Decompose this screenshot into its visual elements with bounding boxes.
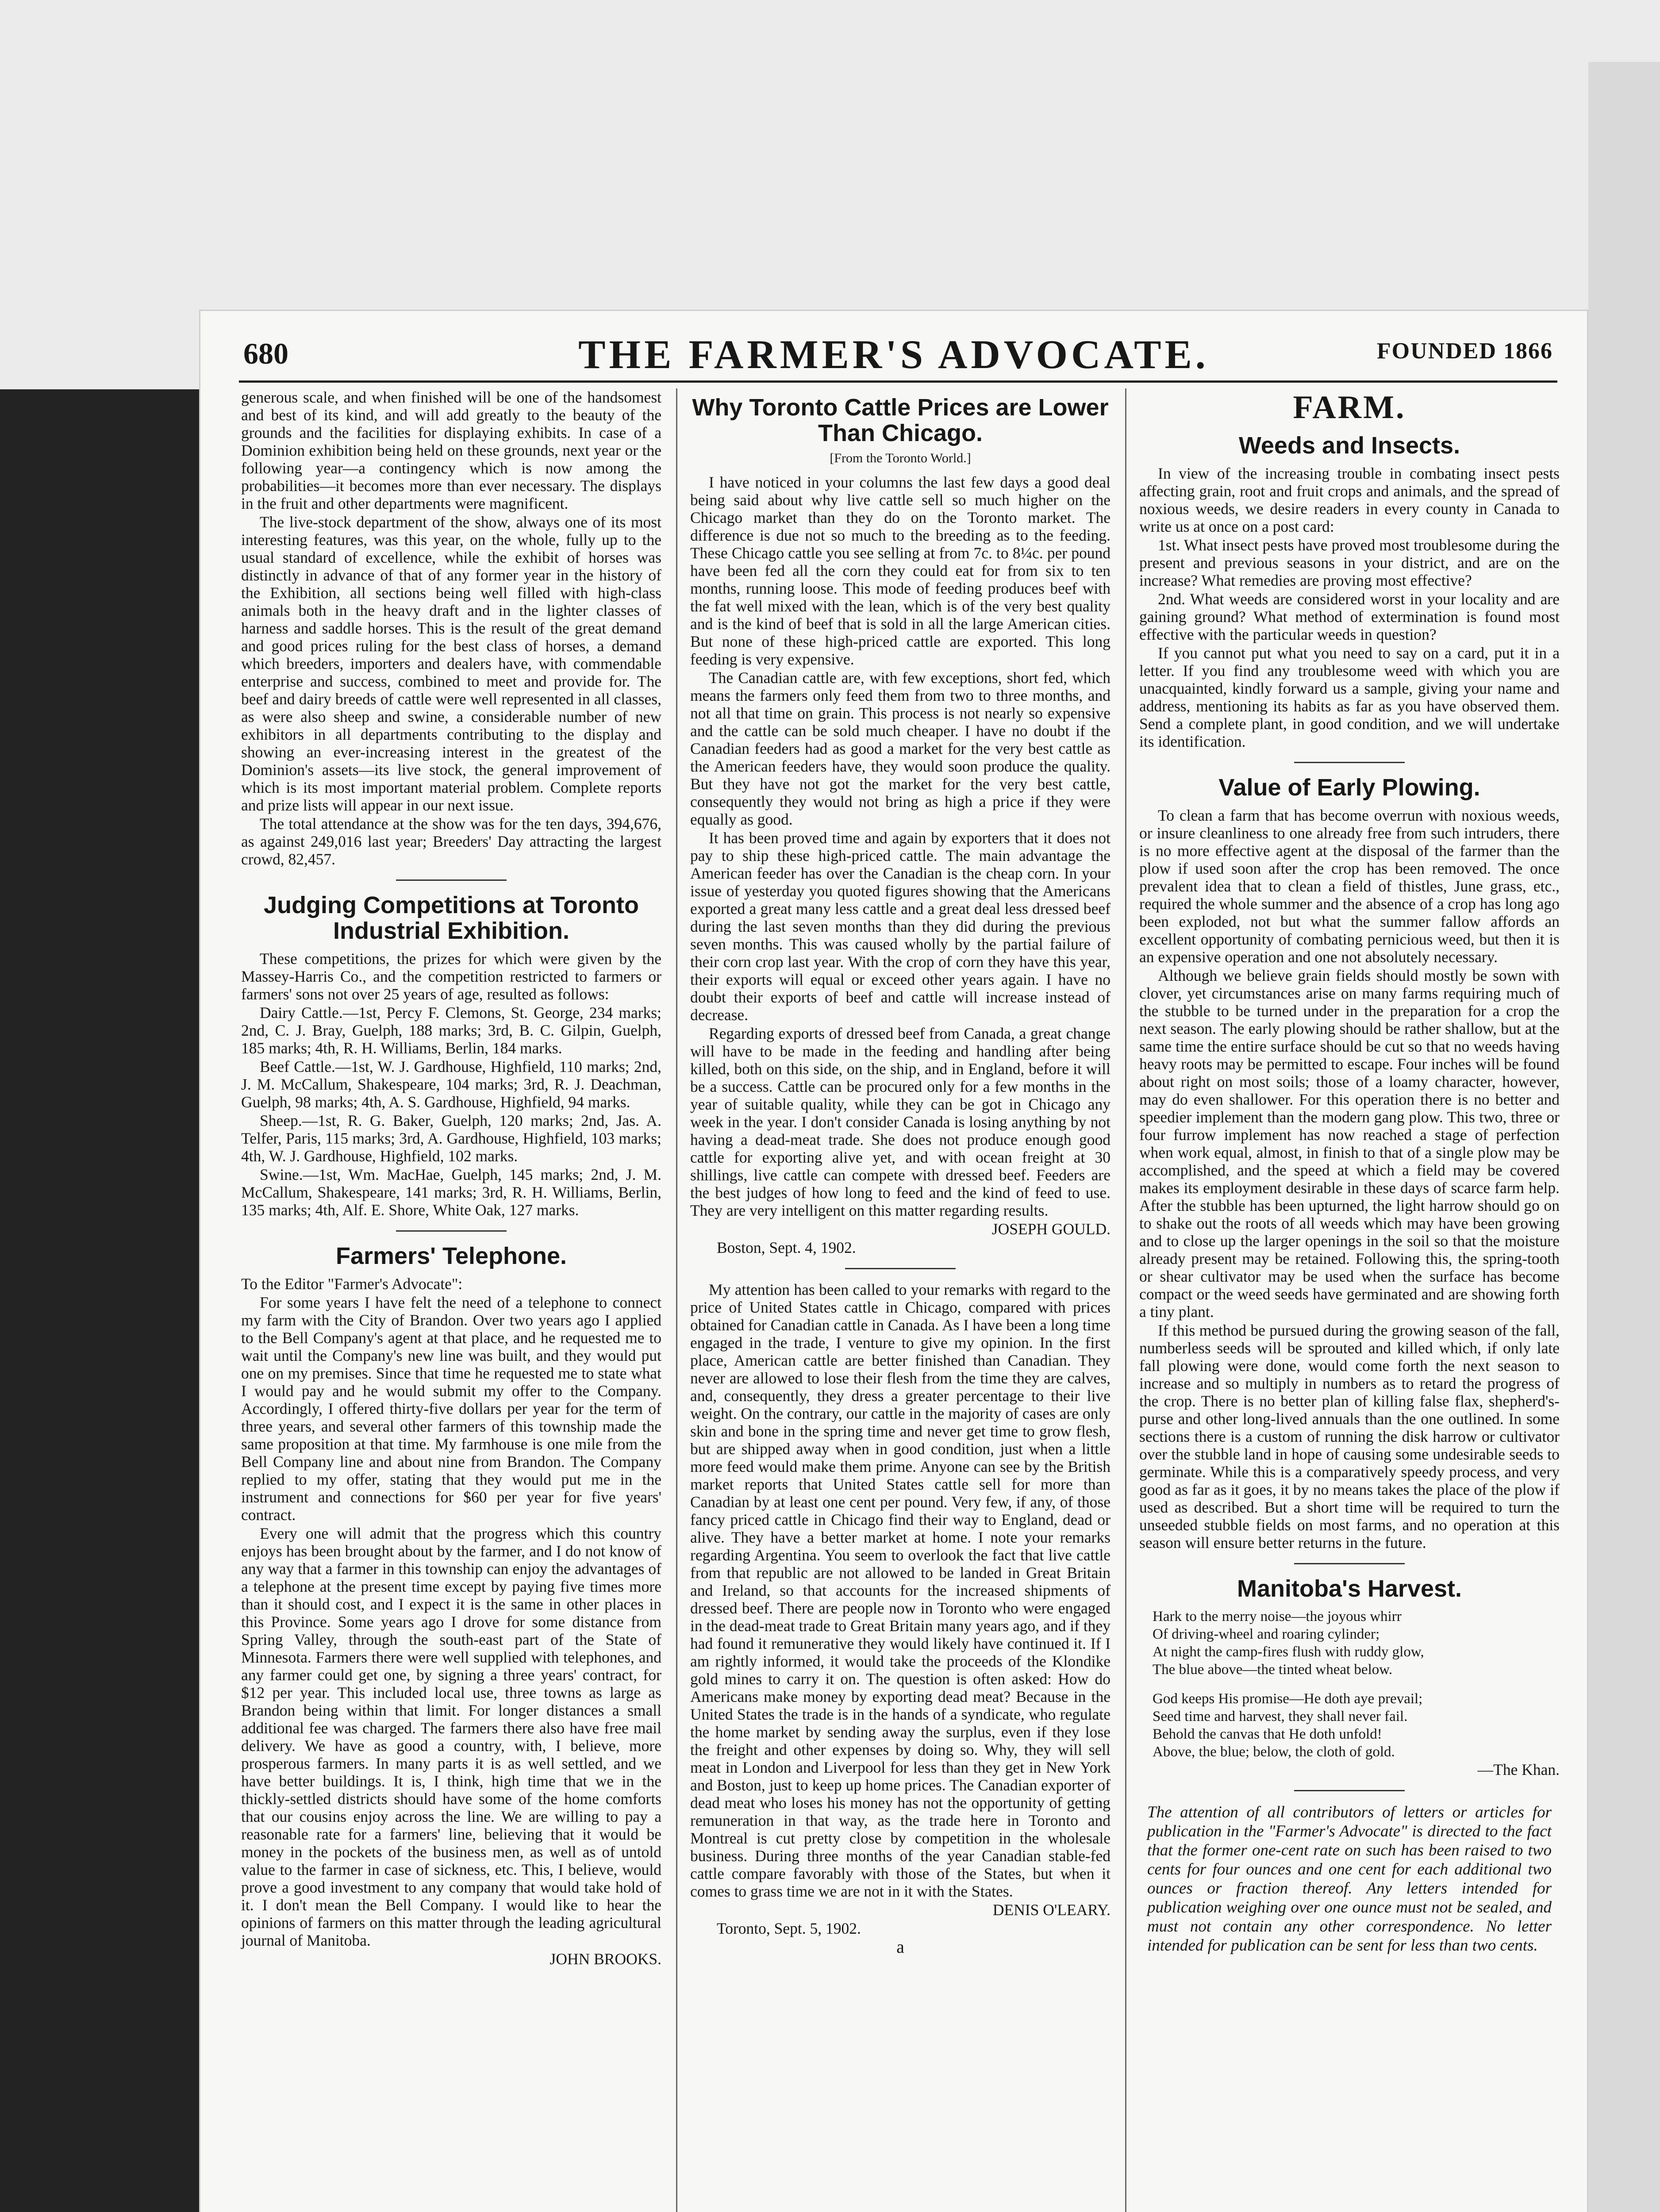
cattle-paragraph-2: The Canadian cattle are, with few exceptions, short fed, which means the farmers only feed them from two to three months, and not all that time on grain. This process is not nearly so expensive and the cattle can be sold much cheaper. I have no doubt if the Canadian feeders had as good a market for the very best cattle as the American feeders have, they would soon produce the quality. But they have not got the market for the very best cattle, consequently they would not bring as high a price if they were equally as good.	[690, 669, 1111, 828]
exhibition-paragraph-1: generous scale, and when finished will be one of the handsomest and best of its kind, and will add greatly to the beauty of the grounds and the facilities for displaying exhibits. In case of a Dominion exhibition being held on these grounds, next year or the following year—a contingency which is now among the probabilities—it becomes more than ever necessary. The displays in the fruit and other departments were magnificent.	[241, 388, 661, 512]
cattle-dateline: Boston, Sept. 4, 1902.	[717, 1239, 856, 1256]
poem-line: Of driving-wheel and roaring cylinder;	[1153, 1626, 1380, 1642]
cattle-paragraph-4: Regarding exports of dressed beef from Canada, a great change will have to be made in the feeding and handling after being killed, both on this side, on the ship, and in England, before it will be a success. Cattle can be procured only for a few months in the year of suitable quality, while they can be got in Chicago any week in the year. I don't consider Canada is losing anything by not having a dead-meat trade. She does not produce enough good cattle for exporting alive yet, and with ocean freight at 30 shillings, live cattle can compete with dressed beef. Feeders are the best judges of how long to feed and the kind of feed to use. They are very intelligent on this matter regarding results.	[690, 1025, 1111, 1219]
column-3	[1139, 388, 1560, 1956]
telephone-signature: JOHN BROOKS.	[549, 1950, 661, 1968]
newspaper-page	[199, 310, 1588, 2212]
cattle-paragraph-1: I have noticed in your columns the last few days a good deal being said about why live cattle sell so much higher on the Chicago market than they do on the Toronto market. The difference is due not so much to the breeding as to the feeding. These Chicago cattle you see selling at from 7c. to 8¼c. per pound have been fed all the corn they could eat for from six to ten months, running loose. This mode of feeding produces beef with the fat well mixed with the lean, which is of the very best quality and is the kind of beef that is sold in all the large American cities. But none of these high-priced cattle are exported. This long feeding is very expensive.	[690, 473, 1111, 668]
plowing-paragraph-2: Although we believe grain fields should mostly be sown with clover, yet circumstances arise on many farms requiring much of the stubble to be turned under in the preparation for a crop the next season. The early plowing should be rather shallow, but at the same time the entire surface should be cut so that no weeds having heavy roots may be permitted to escape. Four inches will be found about right on most soils; those of a loamy character, however, may do even shallower. For this operation there is no better and speedier implement than the modern gang plow. This two, three or four furrow implement has now reached a stage of perfection when work equal, almost, in finish to that of a single plow may be accomplished, and the speed at which a field may be covered makes its employment desirable in these days of scarce farm help. After the stubble has been upturned, the light harrow should go on to shake out the roots of all weeds which may have been growing and to close up the larger openings in the soil so that the moisture already present may be retained. Following this, the spring-tooth or shear cultivator may be used when the surface has become compact or the weed seeds have germinated and are showing forth a tiny plant.	[1139, 967, 1560, 1321]
article-separator	[396, 879, 507, 881]
cattle-signature: JOSEPH GOULD.	[991, 1220, 1111, 1238]
judging-paragraph-1: These competitions, the prizes for which were given by the Massey-Harris Co., and the competition restricted to farmers or farmers' sons not over 25 years of age, resulted as follows:	[241, 950, 661, 1003]
column-1	[241, 388, 661, 1969]
poem-line: The blue above—the tinted wheat below.	[1153, 1662, 1393, 1678]
plowing-paragraph-3: If this method be pursued during the growing season of the fall, numberless seeds will be sprouted and killed which, if only late fall plowing were done, would come forth the next season to increase and so multiply in numbers as to retard the progress of the crop. There is no better plan of killing false flax, shepherd's-purse and other long-lived annuals than the one outlined. In some sections there is a custom of running the disk harrow or cultivator over the stubble land in hope of causing some undesirable seeds to germinate. While this is a comparatively speedy process, and very good as far as it goes, it by no means takes the place of the plow if used as described. But a short time will be required to turn the unseeded stubble fields on most farms, and no operation at this season will ensure better returns in the future.	[1139, 1321, 1560, 1551]
harvest-title: Manitoba's Harvest.	[1237, 1575, 1462, 1602]
column-2	[690, 388, 1111, 1957]
telephone-salutation: To the Editor "Farmer's Advocate":	[241, 1275, 463, 1293]
weeds-paragraph-3: 2nd. What weeds are considered worst in your locality and are gaining ground? What method of extermination is found most effective with the particular weeds in question?	[1139, 590, 1560, 643]
poem-line: Seed time and harvest, they shall never fail.	[1153, 1709, 1408, 1724]
article-separator	[845, 1268, 956, 1269]
judging-paragraph-5: Swine.—1st, Wm. MacHae, Guelph, 145 marks; 2nd, J. M. McCallum, Shakespeare, 141 marks; 3rd, R. H. Williams, Berlin, 135 marks; 4th, Alf. E. Shore, White Oak, 127 marks.	[241, 1166, 661, 1219]
poem-line: Above, the blue; below, the cloth of gold.	[1153, 1744, 1395, 1760]
judging-paragraph-4: Sheep.—1st, R. G. Baker, Guelph, 120 marks; 2nd, Jas. A. Telfer, Paris, 115 marks; 3rd, A. Gardhouse, Highfield, 103 marks; 4th, W. J. Gardhouse, Highfield, 102 marks.	[241, 1112, 661, 1165]
stanza-gap	[1139, 1678, 1560, 1690]
reply-dateline: Toronto, Sept. 5, 1902.	[717, 1920, 861, 1937]
poem-author: —The Khan.	[1477, 1761, 1560, 1778]
judging-paragraph-3: Beef Cattle.—1st, W. J. Gardhouse, Highfield, 110 marks; 2nd, J. M. McCallum, Shakespeare, 104 marks; 3rd, R. J. Deachman, Guelph, 98 marks; 4th, A. S. Gardhouse, Highfield, 94 marks.	[241, 1058, 661, 1111]
plowing-paragraph-1: To clean a farm that has become overrun with noxious weeds, or insure cleanliness to one already free from such intruders, there is no more effective agent at the disposal of the farmer than the plow if used soon after the crop has been removed. The once prevalent idea that to clean a field of thistles, June grass, etc., required the whole summer and the absence of a crop has long ago been exploded, not but what the summer fallow affords an excellent opportunity of combating pernicious weed, but then it is an expensive operation and one not absolutely necessary.	[1139, 806, 1560, 966]
article-separator	[1294, 1563, 1405, 1564]
article-separator	[1294, 762, 1405, 763]
telephone-paragraph-1: For some years I have felt the need of a telephone to connect my farm with the City of Brandon. Over two years ago I applied to the Bell Company's agent at that place, and he requested me to wait until the Company's new line was built, and they would put one on my premises. Since that time he requested me to state what I would pay and he would submit my offer to the Company. Accordingly, I offered thirty-five dollars per year for the term of three years, and several other farmers of this township made the same proposition at that time. My farmhouse is one mile from the Bell Company line and about nine from Brandon. The Company replied to my offer, stating that they would put me in the instrument and connections for $60 per year for five years' contract.	[241, 1294, 661, 1524]
weeds-paragraph-1: In view of the increasing trouble in combating insect pests affecting grain, root and fruit crops and animals, and the spread of noxious weeds, we desire readers in every county in Canada to write us at once on a post card:	[1139, 465, 1560, 535]
judging-paragraph-2: Dairy Cattle.—1st, Percy F. Clemons, St. George, 234 marks; 2nd, C. J. Bray, Guelph, 188 marks; 3rd, B. C. Gilpin, Guelph, 185 marks; 4th, R. H. Williams, Berlin, 184 marks.	[241, 1004, 661, 1057]
reply-paragraph-1: My attention has been called to your remarks with regard to the price of United States cattle in Chicago, compared with prices obtained for Canadian cattle in Canada. As I have been a long time engaged in the trade, I venture to give my opinion. In the first place, American cattle are better finished than Canadian. They never are allowed to lose their flesh from the time they are calves, and, consequently, they dress a greater percentage to their live weight. On the contrary, our cattle in the majority of cases are only skin and bone in the spring time and never get time to grow flesh, but are shipped away when in good condition, just when a little more feed would make them prime. Anyone can see by the British market reports that United States cattle sell for more than Canadian by at least one cent per pound. Very few, if any, of those fancy priced cattle in Chicago find their way to England, dead or alive. They have a better market at home. I note your remarks regarding Argentina. You seem to overlook the fact that live cattle from that republic are not allowed to be landed in Great Britain and Ireland, so that accounts for the increased shipments of dressed beef. There are people now in Toronto who were engaged in the dead-meat trade to Great Britain many years ago, and if they had found it remunerative they would likely have continued it. If I am rightly informed, it would take the proceeds of the Klondike gold mines to carry it on. The question is often asked: How do Americans make money by exporting dead meat? Because in the United States the trade is in the hands of a syndicate, who regulate the home market by sending away the surplus, even if they lose the freight and other expenses by doing so. Why, they will sell meat in London and Liverpool for less than they get in New York and Boston, just to keep up home prices. The Canadian exporter of dead meat who loses his money has not the opportunity of getting remuneration in that way, as the trade here in Toronto and Montreal is cut pretty close by competition in the wholesale business. During three months of the year Canadian stable-fed cattle compare favorably with those of the States, but when it comes to grass time we are not in it with the States.	[690, 1281, 1111, 1900]
article-separator	[396, 1230, 507, 1232]
scan-right-margin	[1588, 62, 1660, 2212]
farm-section-title: FARM.	[1293, 389, 1406, 426]
postage-notice: The attention of all contributors of letters or articles for publication in the "Farmer's Advocate" is directed to the fact that the former one-cent rate on such has been raised to two cents for four ounces and one cent for each additional two ounces or fraction thereof. Any letters intended for publication weighing over one ounce must not be sealed, and must not contain any other correspondence. No letter intended for publication can be sent for less than two cents.	[1147, 1803, 1552, 1955]
poem-line: Hark to the merry noise—the joyous whirr	[1153, 1609, 1402, 1624]
weeds-paragraph-2: 1st. What insect pests have proved most troublesome during the present and previous seasons in your district, and are on the increase? What remedies are proving most effective?	[1139, 536, 1560, 589]
poem-line: God keeps His promise—He doth aye prevail;	[1153, 1691, 1423, 1707]
page-number: 680	[243, 337, 288, 370]
weeds-paragraph-4: If you cannot put what you need to say on a card, put it in a letter. If you find any troublesome weed with which you are unacquainted, kindly forward us a sample, giving your name and address, mentioning its habits as far as you have observed them. Send a complete plant, in good condition, and we will undertake its identification.	[1139, 644, 1560, 750]
article-separator	[1294, 1790, 1405, 1791]
weeds-title: Weeds and Insects.	[1238, 432, 1460, 459]
telephone-paragraph-2: Every one will admit that the progress which this country enjoys has been brought about by the farmer, and I do not know of any way that a farmer in this township can enjoy the advantages of a telephone at the present time except by paying five times more than it should cost, and I expect it is the same in other places in this Province. Some years ago I drove for some distance from Spring Valley, through the south-east part of the State of Minnesota. Farmers there were well supplied with telephones, and any farmer could get one, by signing a three years' contract, for $12 per year. This included local use, three towns as large as Brandon being within that limit. For longer distances a small additional fee was charged. The farmers there also have free mail delivery. We have as good a country, with, I believe, more prosperous farmers. In many parts it is as well settled, and we have better buildings. It is, I think, high time that we in the thickly-settled districts should have some of the home comforts that our cousins enjoy across the line. We are willing to pay a reasonable rate for a farmers' line, believing that it would be money in the pockets of the business men, as well as of untold value to the farmer in case of sickness, etc. This, I believe, would prove a good investment to any company that would take hold of it. I don't mean the Bell Company. I would like to hear the opinions of farmers on this matter through the leading agricultural journal of Manitoba.	[241, 1525, 661, 1949]
cattle-source: [From the Toronto World.]	[830, 451, 971, 465]
reply-signature: DENIS O'LEARY.	[992, 1901, 1111, 1919]
cattle-paragraph-3: It has been proved time and again by exporters that it does not pay to ship these high-priced cattle. The main advantage the American feeder has over the Canadian is the cheap corn. In your issue of yesterday you quoted figures showing that the Americans exported a great many less cattle and a great deal less dressed beef during the last seven months than they did during the previous seven months. This was caused wholly by the partial failure of their corn crop last year. With the crop of corn they have this year, their exports will equal or exceed other years again. I have no doubt their exports of beef and cattle will increase instead of decrease.	[690, 829, 1111, 1024]
founded-line: FOUNDED 1866	[1376, 338, 1553, 364]
telephone-title: Farmers' Telephone.	[336, 1243, 567, 1269]
poem-line: At night the camp-fires flush with ruddy glow,	[1153, 1644, 1424, 1660]
cattle-title: Why Toronto Cattle Prices are Lower Than Chicago.	[692, 394, 1109, 446]
exhibition-paragraph-2: The live-stock department of the show, always one of its most interesting features, was this year, on the whole, fully up to the usual standard of excellence, while the exhibit of horses was distinctly in advance of that of any former year in the history of the Exhibition, all sections being well filled with high-class animals both in the heavy draft and in the lighter classes of harness and saddle horses. This is the result of the great demand and good prices ruling for the best class of horses, a demand which breeders, importers and dealers have, with commendable enterprise and success, combined to meet and provide for. The beef and dairy breeds of cattle were well represented in all classes, as were also sheep and swine, a considerable number of new exhibitors in all departments contributing to the display and showing an ever-increasing interest in the greatest of the Dominion's assets—its live stock, the general improvement of which is its most important material problem. Complete reports and prize lists will appear in our next issue.	[241, 513, 661, 814]
column-divider-1	[676, 388, 677, 2212]
poem-line: Behold the canvas that He doth unfold!	[1153, 1726, 1382, 1742]
masthead-title: THE FARMER'S ADVOCATE.	[578, 332, 1209, 377]
column-divider-2	[1125, 388, 1126, 2212]
footer-mark: a	[896, 1937, 904, 1957]
judging-title: Judging Competitions at Toronto Industrial Exhibition.	[264, 892, 639, 944]
plowing-title: Value of Early Plowing.	[1218, 774, 1480, 801]
exhibition-paragraph-3: The total attendance at the show was for the ten days, 394,676, as against 249,016 last year; Breeders' Day attracting the largest crowd, 82,457.	[241, 815, 661, 868]
masthead-rule	[239, 380, 1557, 383]
